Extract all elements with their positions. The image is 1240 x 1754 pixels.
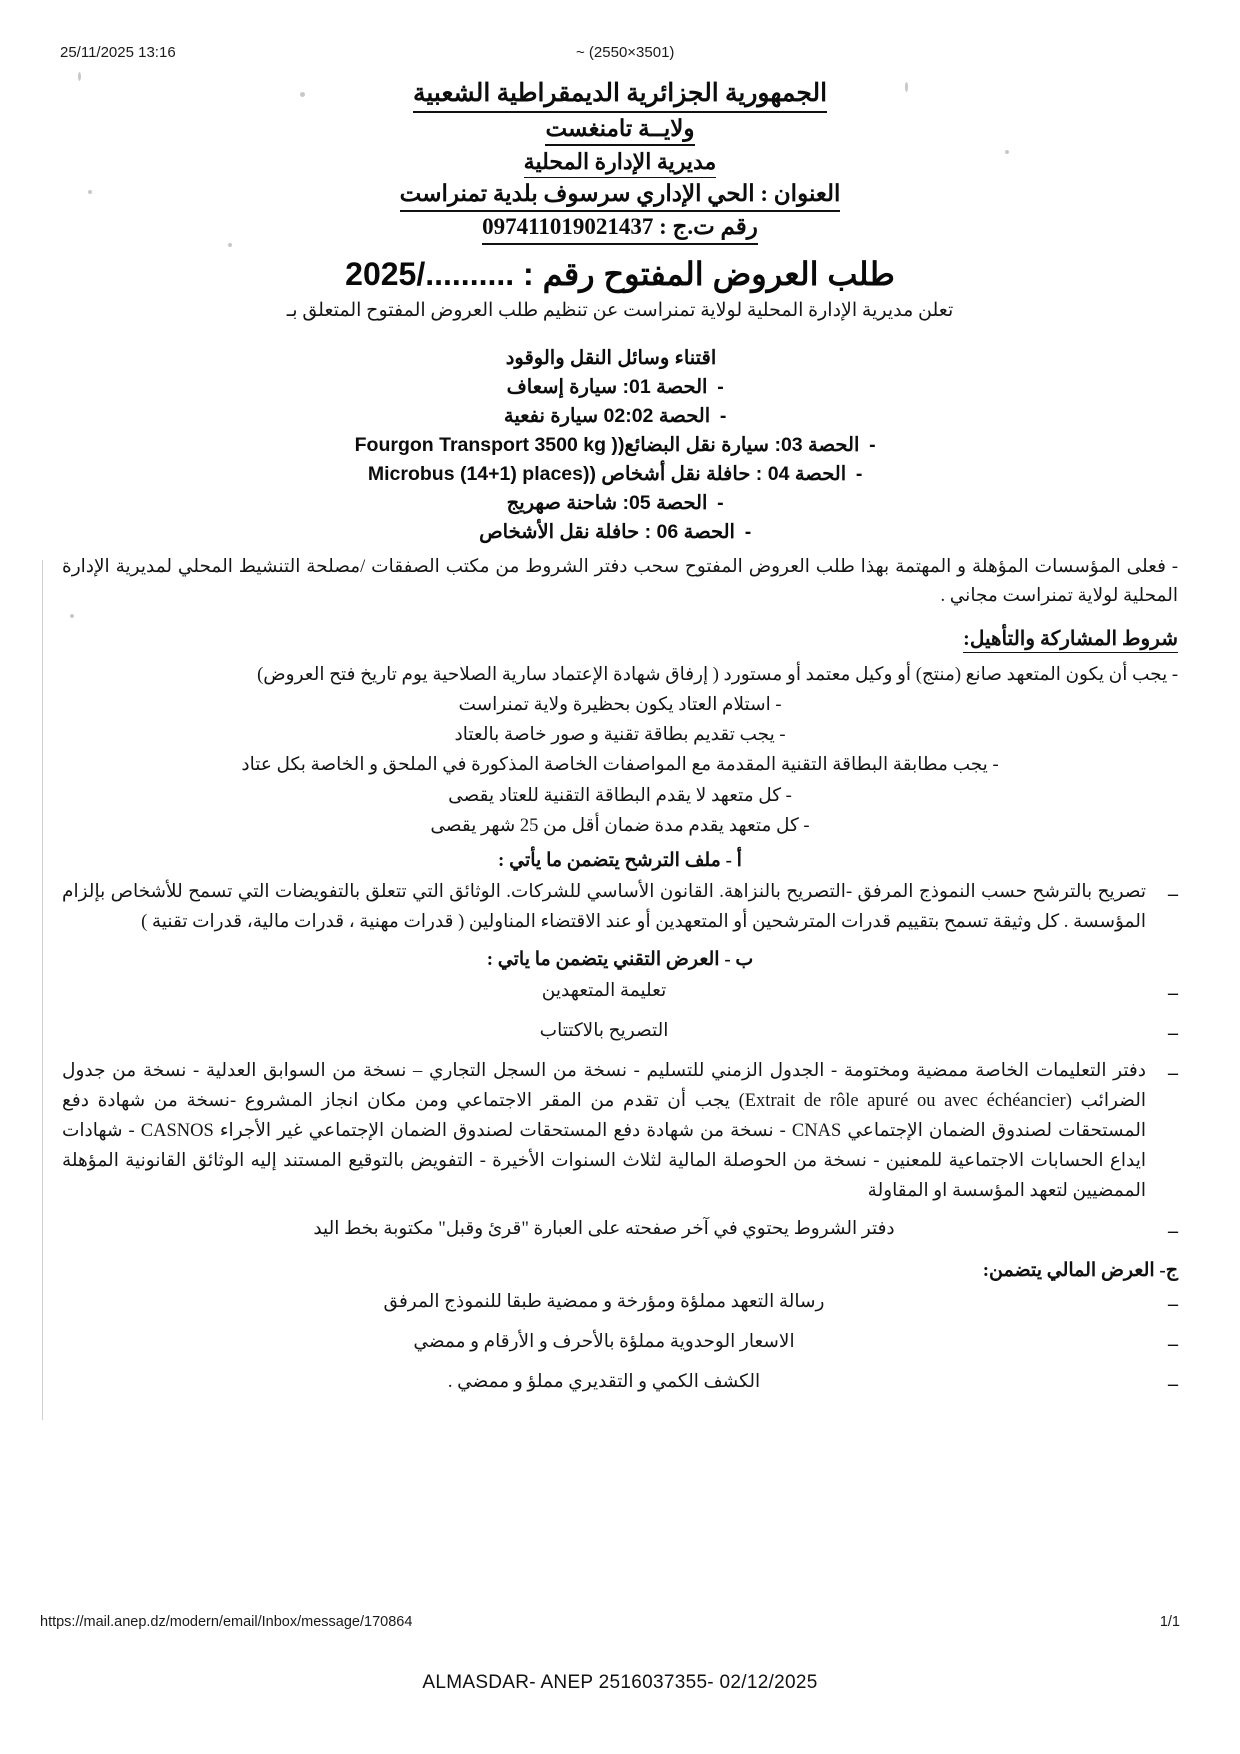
anep-stamp-line: ALMASDAR- ANEP 2516037355- 02/12/2025 xyxy=(422,1672,818,1693)
lots-heading: اقتناء وسائل النقل والوقود xyxy=(505,346,717,369)
section-a-heading: أ - ملف الترشح يتضمن ما يأتي : xyxy=(498,850,742,872)
print-header xyxy=(0,44,1240,66)
page-title: طلب العروض المفتوح رقم : ........../2025 xyxy=(345,256,895,293)
dash-icon: – xyxy=(1168,1022,1178,1045)
lot-label: الحصة 04 : حافلة نقل أشخاص ( xyxy=(589,463,847,486)
lot-label: الحصة 05: شاحنة صهريج xyxy=(506,491,708,514)
section-b-heading: ب - العرض التقني يتضمن ما ياتي : xyxy=(486,949,754,971)
section-b-item xyxy=(62,977,1178,1009)
lot-latin-spec: Fourgon Transport 3500 kg ) xyxy=(354,434,618,457)
lot-dash: - xyxy=(855,463,863,486)
dash-icon: – xyxy=(1168,1372,1178,1395)
lot-item xyxy=(62,373,1178,402)
letterhead-line-directorate: مديرية الإدارة المحلية xyxy=(62,148,1178,178)
dash-icon: – xyxy=(1168,1062,1178,1085)
section-b-body: دفتر الشروط يحتوي في آخر صفحته على العبارة "قرئ وقبل" مكتوبة بخط اليد xyxy=(313,1218,895,1239)
qualification-item: - كل متعهد لا يقدم البطاقة التقنية للعتاد يقصى xyxy=(448,785,792,806)
dash-icon: – xyxy=(1168,1332,1178,1355)
lot-item xyxy=(62,489,1178,518)
dash-icon: – xyxy=(1168,883,1178,906)
lot-dash: - xyxy=(719,405,727,428)
section-c-body: رسالة التعهد مملؤة ومؤرخة و ممضية طبقا للنموذج المرفق xyxy=(383,1291,825,1312)
lot-item xyxy=(62,431,1178,460)
lot-item xyxy=(62,460,1178,489)
print-footer-page-number: 1/1 xyxy=(1159,1614,1180,1630)
lot-item xyxy=(62,402,1178,431)
section-c-item xyxy=(62,1328,1178,1360)
lot-dash: - xyxy=(717,376,724,399)
section-b-body: دفتر التعليمات الخاصة ممضية ومختومة - الجدول الزمني للتسليم - نسخة من السجل التجاري – نسخة من السوابق العدلية - نسخة من جدول الضرائب (Extrait de rôle apuré ou avec échéancier) يجب أن تقدم من المقر الاجتماعي ومن مكان انجاز المشروع -نسخة من شهادة دفع المستحقات لصندوق الضمان الإجتماعي CNAS - نسخة من شهادة دفع المستحقات لصندوق الضمان الإجتماعي غير الأجراء CASNOS - شهادات ايداع الحسابات الاجتماعية للمعنين - نسخة من الحوصلة المالية لثلاث السنوات الأخيرة - التفويض بالتوقيع المستند إليه الوثائق القانونية المؤهلة الممضيين لتعهد المؤسسة او المقاولة xyxy=(62,1061,1146,1201)
lot-label: الحصة 02:02 سيارة نفعية xyxy=(503,405,711,428)
letterhead-line-wilaya: ولايــة تامنغست xyxy=(62,115,1178,147)
lot-label: الحصة 06 : حافلة نقل الأشخاص xyxy=(479,520,735,543)
section-a-body: تصريح بالترشح حسب النموذج المرفق -التصريح بالنزاهة. القانون الأساسي للشركات. الوثائق التي تتعلق بالتفويضات التي تسمح للأشخاص بإلزام المؤسسة . كل وثيقة تسمح بتقييم قدرات المترشحين أو المتعهدين أو عند الاقتضاء المناولين ( قدرات مهنية ، قدرات مالية، قدرات تقنية ) xyxy=(62,882,1146,933)
section-b-body: تعليمة المتعهدين xyxy=(541,981,667,1002)
qualification-item: - كل متعهد يقدم مدة ضمان أقل من 25 شهر يقصى xyxy=(430,815,810,836)
lot-dash: - xyxy=(869,434,876,457)
dash-icon: – xyxy=(1168,1292,1178,1315)
print-footer-url: https://mail.anep.dz/modern/email/Inbox/message/170864 xyxy=(40,1614,413,1630)
print-header-datetime: 25/11/2025 13:16 xyxy=(60,44,176,61)
letterhead-line-republic: الجمهورية الجزائرية الديمقراطية الشعبية xyxy=(62,78,1178,113)
qualification-item: - يجب تقديم بطاقة تقنية و صور خاصة بالعتاد xyxy=(454,725,786,746)
lot-latin-spec: Microbus (14+1) places) xyxy=(367,463,590,486)
intro-paragraph: تعلن مديرية الإدارة المحلية لولاية تمنراست عن تنظيم طلب العروض المفتوح المتعلق بـ xyxy=(286,300,954,322)
lot-label: الحصة 01: سيارة إسعاف xyxy=(506,376,708,399)
lot-dash: - xyxy=(744,520,752,543)
section-b-item xyxy=(62,1215,1178,1247)
document-body xyxy=(62,78,1178,1408)
qualification-item: - يجب أن يكون المتعهد صانع (منتج) أو وكيل معتمد أو مستورد ( إرفاق شهادة الإعتماد سارية الصلاحية يوم تاريخ فتح العروض) xyxy=(257,664,1178,685)
section-b-item xyxy=(62,1057,1178,1207)
qualification-item: - استلام العتاد يكون بحظيرة ولاية تمنراست xyxy=(458,695,782,716)
section-a-item xyxy=(62,878,1178,938)
lots-section xyxy=(62,344,1178,547)
print-header-dimensions: ~ (2550×3501) xyxy=(576,44,675,61)
section-c-item xyxy=(62,1368,1178,1400)
section-b-body: التصريح بالاكتتاب xyxy=(539,1021,669,1042)
qualification-list xyxy=(62,661,1178,841)
lot-item xyxy=(62,518,1178,547)
section-c-body: الكشف الكمي و التقديري مملؤ و ممضي . xyxy=(447,1371,761,1392)
lot-label: الحصة 03: سيارة نقل البضائع( xyxy=(617,434,860,457)
section-c-heading: ج- العرض المالي يتضمن: xyxy=(982,1259,1178,1281)
dash-icon: – xyxy=(1168,1219,1178,1242)
section-c-body: الاسعار الوحدوية مملؤة بالأحرف و الأرقام و ممضي xyxy=(413,1331,795,1352)
letterhead xyxy=(62,78,1178,245)
notice-paragraph: - فعلى المؤسسات المؤهلة و المهتمة بهذا طلب العروض المفتوح سحب دفتر الشروط من مكتب الصفقات /مصلحة التنشيط المحلي لمديرية الإدارة المحلية لولاية تمنراست مجاني . xyxy=(62,556,1178,607)
qualification-heading: شروط المشاركة والتأهيل: xyxy=(62,626,1178,653)
qualification-item: - يجب مطابقة البطاقة التقنية المقدمة مع المواصفات الخاصة المذكورة في الملحق و الخاصة بكل عتاد xyxy=(241,755,999,776)
dash-icon: – xyxy=(1168,982,1178,1005)
print-footer xyxy=(0,1614,1240,1636)
letterhead-line-address: العنوان : الحي الإداري سرسوف بلدية تمنراست xyxy=(62,180,1178,212)
section-b-item xyxy=(62,1017,1178,1049)
section-c-item xyxy=(62,1288,1178,1320)
lot-dash: - xyxy=(717,491,724,514)
letterhead-line-tax-id: رقم ت.ج : 097411019021437 xyxy=(62,213,1178,245)
scan-edge-line xyxy=(42,560,43,1420)
